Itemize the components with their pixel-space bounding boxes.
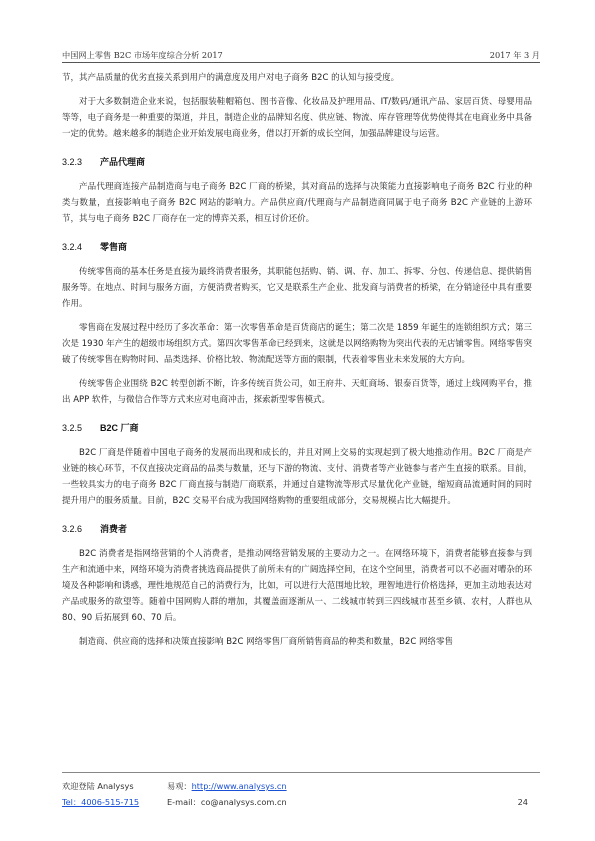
section-number: 3.2.6 <box>62 524 83 534</box>
phone-link[interactable]: Tel：4006-515-715 <box>62 797 140 807</box>
section-heading <box>62 154 532 170</box>
section-number: 3.2.4 <box>62 242 83 252</box>
header-divider <box>62 62 540 63</box>
section-number: 3.2.5 <box>62 423 83 433</box>
paragraph: 产品代理商连接产品制造商与电子商务 B2C 厂商的桥梁，其对商品的选择与决策能力直接影响电子商务 B2C 行业的种类与数量，直接影响电子商务 B2C 网站的影响力。产品供应商/代理商与产品制造商同属于电子商务 B2C 产业链的上游环节，其与电子商务 B2C 厂商存在一定的博弈关系，相互讨价还价。 <box>62 182 532 224</box>
website-link[interactable]: http://www.analysys.cn <box>191 781 287 791</box>
paragraph: 零售商在发展过程中经历了多次革命：第一次零售革命是百货商店的诞生；第二次是 1859 年诞生的连锁组织方式；第三次是 1930 年产生的超级市场组织方式。第四次零售革命已经到来，这就是以网络购物为突出代表的无店铺零售。网络零售突破了传统零售在购物时间、品类选择、价格比较、物流配送等方面的限制，代表着零售业未来发展的大方向。 <box>62 323 532 365</box>
paragraph: B2C 厂商是伴随着中国电子商务的发展而出现和成长的，并且对网上交易的实现起到了极大地推动作用。B2C 厂商是产业链的核心环节，不仅直接决定商品的品类与数量，还与下游的物流、支付、消费者等产业链参与者产生直接的联系。目前，一些较具实力的电子商务 B2C 厂商直接与制造厂商联系，并通过自建物流等形式尽量优化产业链，缩短商品流通时间的同时提升用户的服务质量。目前，B2C 交易平台成为我国网络购物的重要组成部分，交易规模占比大幅提升。 <box>62 448 532 506</box>
section-title: 产品代理商 <box>100 157 146 167</box>
footer-welcome: 欢迎登陆 Analysys <box>62 781 134 791</box>
paragraph: B2C 消费者是指网络营销的个人消费者，是推动网络营销发展的主要动力之一。在网络环境下，消费者能够直接参与到生产和流通中来，网络环境为消费者挑选商品提供了前所未有的广阔选择空间，在这个空间里，消费者可以不必面对嘈杂的环境及各种影响和诱惑，理性地规范自己的消费行为，比如，可以进行大范围地比较，理智地进行价格选择，更加主动地表达对产品或服务的欲望等。随着中国网购人群的增加，其覆盖面逐渐从一、二线城市转到三四线城市甚至乡镇、农村，人群也从 80、90 后拓展到 60、70 后。 <box>62 549 532 623</box>
header-title: 中国网上零售 B2C 市场年度综合分析 2017 <box>62 50 223 60</box>
section-title: 消费者 <box>100 524 128 534</box>
section-number: 3.2.3 <box>62 157 83 167</box>
section-title: 零售商 <box>100 242 128 252</box>
page-number: 24 <box>517 797 528 807</box>
section-heading <box>62 521 532 537</box>
section-heading <box>62 239 532 255</box>
page-footer <box>62 778 540 810</box>
paragraph: 传统零售商的基本任务是直接为最终消费者服务，其职能包括购、销、调、存、加工、拆零、分包、传递信息、提供销售服务等。在地点、时间与服务方面，方便消费者购买，它又是联系生产企业、批发商与消费者的桥梁，在分销途径中具有重要作用。 <box>62 267 532 309</box>
section-title: B2C 厂商 <box>100 423 139 433</box>
body-content <box>62 70 532 658</box>
footer-divider <box>62 772 540 773</box>
section-heading <box>62 420 532 436</box>
paragraph: 节，其产品质量的优劣直接关系到用户的满意度及用户对电子商务 B2C 的认知与接受度。 <box>62 73 400 83</box>
paragraph: 制造商、供应商的选择和决策直接影响 B2C 网络零售厂商所销售商品的种类和数量，B2C 网络零售 <box>79 637 453 647</box>
paragraph: 传统零售企业围绕 B2C 转型创新不断，许多传统百货公司，如王府井、天虹商场、银泰百货等，通过上线网购平台，推出 APP 软件，与微信合作等方式来应对电商冲击，探索新型零售模式。 <box>62 379 532 405</box>
footer-website-label: 易观： <box>167 781 192 791</box>
header-date: 2017 年 3 月 <box>489 50 540 60</box>
footer-website <box>167 778 287 794</box>
paragraph: 对于大多数制造企业来说，包括服装鞋帽箱包、图书音像、化妆品及护理用品、IT/数码/通讯产品、家居百货、母婴用品等等，电子商务是一种重要的渠道，并且，制造企业的品牌知名度、供应链、物流、库存管理等优势使得其在电商业务中具备一定的优势。越来越多的制造企业开始发展电商业务，借以打开新的成长空间，加强品牌建设与运营。 <box>62 97 532 139</box>
footer-email: E-mail：co@analysys.com.cn <box>167 797 287 807</box>
